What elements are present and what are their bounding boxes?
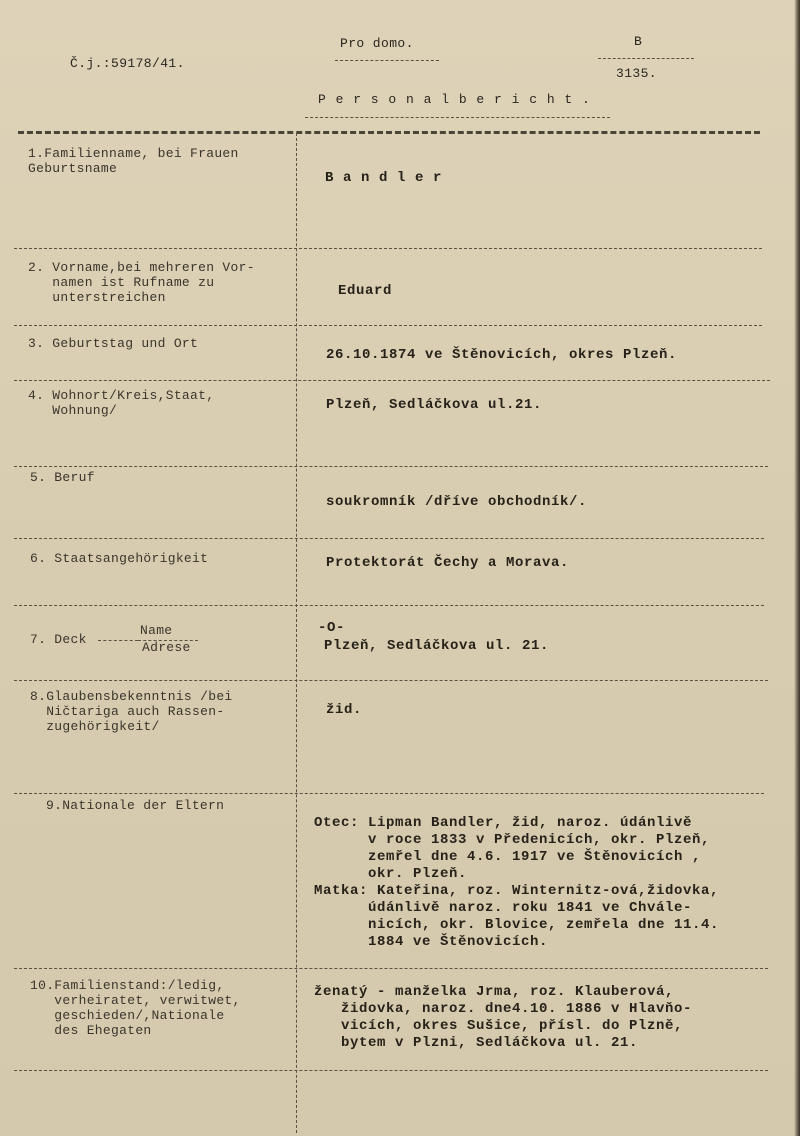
document-title: P e r s o n a l b e r i c h t . <box>318 92 591 107</box>
row-2-divider <box>14 325 762 326</box>
pro-domo: Pro domo. <box>340 36 414 51</box>
row-8-divider <box>14 793 764 794</box>
row-7-value: Plzeň, Sedláčkova ul. 21. <box>324 638 550 654</box>
row-8-value: žid. <box>326 702 363 718</box>
row-10-divider <box>14 1070 768 1071</box>
row-3-divider <box>14 380 770 381</box>
row-9-value-line: 1884 ve Štěnovicích. <box>314 934 549 950</box>
row-6-value: Protektorát Čechy a Morava. <box>326 555 570 571</box>
row-7-label: 7. Deck <box>30 632 87 647</box>
row-9-divider <box>14 968 768 969</box>
row-10-value-line: bytem v Plzni, Sedláčkova ul. 21. <box>314 1035 639 1051</box>
row-10-label: 10.Familienstand:/ledig, verheiratet, verwitwet, geschieden/,Nationale des Ehegaten <box>30 978 241 1038</box>
table-top-border <box>18 131 760 134</box>
row-9-value-line: v roce 1833 v Předenicích, okr. Plzeň, <box>314 832 711 848</box>
row-9-value-line: okr. Plzeň. <box>314 866 468 882</box>
row-2-label: 2. Vorname,bei mehreren Vor- namen ist Rufname zu unterstreichen <box>28 260 255 305</box>
row-6-label: 6. Staatsangehörigkeit <box>30 551 209 566</box>
column-separator <box>296 133 297 1133</box>
row-1-value: B a n d l e r <box>325 170 443 186</box>
row-9-value-line: údánlivě naroz. roku 1841 ve Chvále- <box>314 900 693 916</box>
row-1-divider <box>14 248 762 249</box>
row-5-label: 5. Beruf <box>30 470 95 485</box>
row-2-value: Eduard <box>338 283 393 299</box>
row-4-divider <box>14 466 768 467</box>
row-8-label: 8.Glaubensbekenntnis /bei Ničtariga auch Rassen- zugehörigkeit/ <box>30 689 233 734</box>
row-9-value-line: Otec: Lipman Bandler, žid, naroz. údánlivě <box>314 815 693 831</box>
reference-number: Č.j.:59178/41. <box>70 56 185 71</box>
row-10-value-line: vicích, okres Sušice, přísl. do Plzně, <box>314 1018 684 1034</box>
row-7-deck-dashes <box>98 640 138 641</box>
row-4-label: 4. Wohnort/Kreis,Staat, Wohnung/ <box>28 388 215 418</box>
row-5-divider <box>14 538 764 539</box>
row-7-value-line1: -O- <box>318 620 346 636</box>
row-1-label: 1.Familienname, bei Frauen Geburtsname <box>28 146 239 176</box>
row-7-divider <box>14 680 768 681</box>
title-underline <box>305 117 610 118</box>
row-9-value-line: nicích, okr. Blovice, zemřela dne 11.4. <box>314 917 720 933</box>
row-9-value-line: Matka: Kateřina, roz. Winternitz-ová,židovka, <box>314 883 720 899</box>
row-4-value: Plzeň, Sedláčkova ul.21. <box>326 397 543 413</box>
row-3-label: 3. Geburtstag und Ort <box>28 336 199 351</box>
row-7-label-name: Name <box>140 623 173 638</box>
pro-domo-underline <box>335 60 439 61</box>
mark-divider <box>598 58 694 59</box>
header-mark: B <box>634 34 643 49</box>
header-mark-number: 3135. <box>616 66 658 81</box>
row-9-value-line: zemřel dne 4.6. 1917 ve Štěnovicích , <box>314 849 702 865</box>
row-9-label: 9.Nationale der Eltern <box>46 798 225 813</box>
row-6-divider <box>14 605 764 606</box>
row-7-label-adrese: Adrese <box>142 640 191 655</box>
page-edge-shadow <box>794 0 800 1136</box>
row-10-value-line: ženatý - manželka Jrma, roz. Klauberová, <box>314 984 675 1000</box>
row-3-value: 26.10.1874 ve Štěnovicích, okres Plzeň. <box>326 347 678 363</box>
row-5-value: soukromník /dříve obchodník/. <box>326 494 588 510</box>
row-10-value-line: židovka, naroz. dne4.10. 1886 v Hlavňo- <box>314 1001 693 1017</box>
